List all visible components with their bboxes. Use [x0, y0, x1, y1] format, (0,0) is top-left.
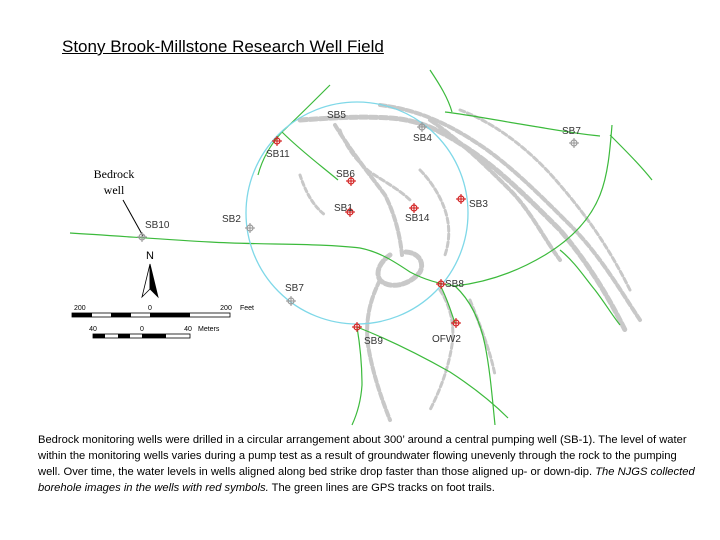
scale-feet-unit: Feet	[240, 305, 255, 312]
north-arrow	[142, 250, 158, 297]
well-label-sb4: SB4	[413, 133, 432, 144]
well-label-sb14: SB14	[405, 213, 430, 224]
well-label-sb1: SB1	[334, 203, 353, 214]
well-label-sb9: SB9	[364, 336, 383, 347]
well-label-sb7a: SB7	[562, 126, 581, 137]
gps-trail-tracks	[70, 70, 652, 425]
scale-feet-mid: 0	[148, 305, 152, 312]
scale-meters-left: 40	[89, 326, 97, 333]
scale-meters-mid: 0	[140, 326, 144, 333]
scale-feet-right: 200	[220, 305, 232, 312]
gray-linework	[300, 105, 640, 420]
well-symbols	[137, 122, 579, 332]
well-symbol-sb11	[272, 136, 282, 146]
scale-meters-unit: Meters	[198, 326, 220, 333]
well-label-sb5: SB5	[327, 110, 346, 121]
north-label: N	[146, 250, 154, 262]
well-label-sb11: SB11	[266, 149, 290, 160]
map-title: Stony Brook-Millstone Research Well Field	[62, 37, 384, 56]
scale-meters-right: 40	[184, 326, 192, 333]
well-symbol-sb10	[137, 232, 147, 242]
well-label-ofw2: OFW2	[432, 334, 461, 345]
scale-feet-left: 200	[74, 305, 86, 312]
well-symbol-sb3	[456, 194, 466, 204]
annotation-line1: Bedrock	[93, 167, 135, 181]
well-label-sb2: SB2	[222, 214, 241, 225]
north-arrow-icon	[142, 264, 150, 297]
well-label-sb7b: SB7	[285, 283, 304, 294]
caption-text-3: The green lines are GPS tracks on foot trails.	[268, 482, 495, 494]
well-label-sb8: SB8	[445, 279, 464, 290]
bedrock-well-annotation	[94, 167, 143, 236]
well-symbol-sb14	[409, 203, 419, 213]
well-label-sb10: SB10	[145, 220, 170, 231]
scale-bar-meters	[89, 326, 220, 338]
scale-bar-feet	[72, 305, 254, 317]
caption-text-1: Bedrock monitoring wells were drilled in a circular arrangement about 300’ around a central pumping well (SB-1). The level of water within the monitoring wells varies during a pump test as a result of groundwater flowing unevenly through the rock to the pumping well. Over time, the water levels in wells aligned along bed strike drop faster than those aligned up- or down-dip.	[38, 434, 687, 478]
map-caption	[38, 432, 698, 496]
well-label-sb3: SB3	[469, 199, 488, 210]
well-labels	[145, 110, 581, 347]
annotation-line2: well	[103, 183, 125, 197]
well-symbol-sb7a	[569, 138, 579, 148]
well-label-sb6: SB6	[336, 169, 355, 180]
caption-text-2: The NJGS collected borehole images in the wells with red symbols.	[38, 466, 695, 494]
